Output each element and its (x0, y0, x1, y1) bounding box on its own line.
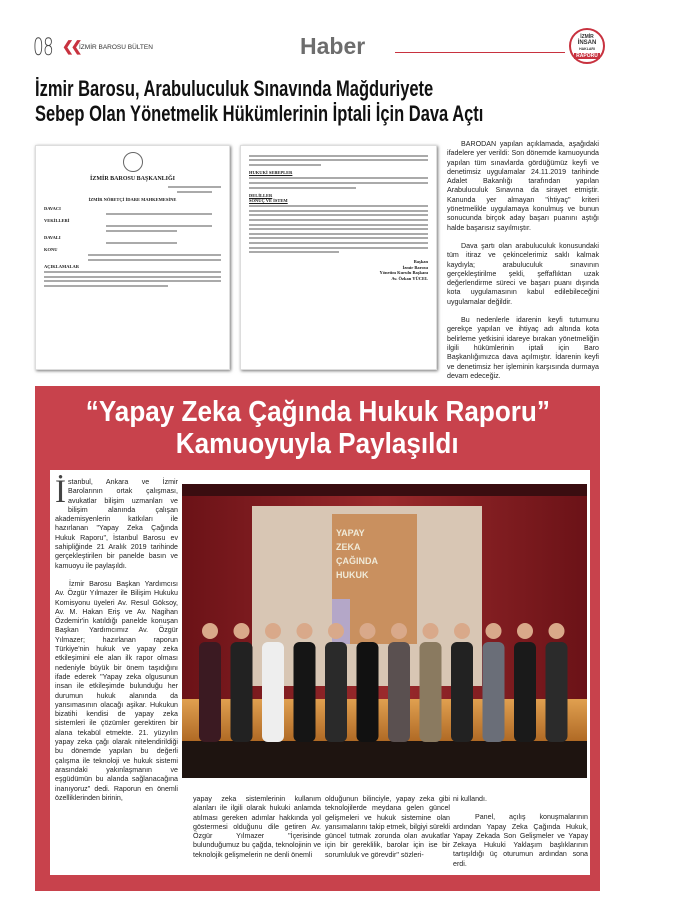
lead-paragraph: stanbul, Ankara ve İzmir Barolarının ortak çalışması, avukatlar bilişim uzmanları ve bilişim alanında çalışan akademisyenlerin katkıları ile hazırlanan "Yapay Zeka Çağında Hukuk Raporu", İstanbul Barosu ev sahipliğinde 21 Aralık 2019 tarihinde gerçekleştirilen bir panelde basın ve kamuoyu ile paylaşıldı. (55, 478, 178, 570)
person-head (234, 623, 250, 639)
paragraph: yapay zeka sistemlerinin kullanım alanları ile ilgili olarak hukuki anlamda atılması gereken adımlar hakkında yol göstermesi olduğunu dile getiren Av. Özgür Yılmazer "İçerisinde bulunduğumuz bu çağda, teknolojinin ve teknolojik gelişmelerin ne denli önemli (193, 795, 321, 859)
logo-text: HAKLARI (579, 47, 595, 51)
document-page-2: HUKUKİ SEBEPLER DELİLLER SONUÇ VE İSTEM Başkan İzmir Barosu Yönetim Kurulu Başkanı Av. Özkan YÜCEL (240, 145, 437, 370)
article-headline: Sebep Olan Yönetmelik Hükümlerinin İptali İçin Dava Açtı (35, 101, 484, 126)
panel-group-photo (182, 484, 587, 778)
report-logo (569, 28, 605, 64)
featured-title: Kamuoyuyla Paylaşıldı (176, 428, 459, 460)
person-head (391, 623, 407, 639)
document-page-1 (35, 145, 230, 370)
person-head (297, 623, 313, 639)
lawsuit-document-image (35, 143, 437, 373)
person-figure (388, 642, 410, 742)
document-labels: DAVACI VEKİLLERİ DAVALI KONU AÇIKLAMALAR (44, 206, 221, 269)
paragraph: İzmir Barosu Başkan Yardımcısı Av. Özgür Yılmazer ile Bilişim Hukuku Komisyonu üyeleri Av. Resul Göksoy, Av. M. Hakan Eriş ve Av. Nagihan Özdemir'in katıldığı panelde konuşan Başkan Yardımcımız Av. Özgür Yılmazer; hazırlanan raporun Türkiye'nin hukuk ve yapay zeka etkileşimini ele alan ilk rapor olması nedeniyle büyük bir önem taşıdığını ifade ederek "Yapay zeka olgusunun insan ile etkileşimde bulunduğu her durumun hukuk alanında da yansımasının olacağı aşikar. Hukukun bizatihi kendisi de yapay zeka sistemleri ile çözümler gerektiren bir alana tekabül etmekte. 21. yüzyılın yapay zeka çağı olarak nitelendirildiği bu dönemde yapılan bu değerli çalışma ile teknoloji ve hukuk sistemi arasındaki yakınlaşmanın ve eşgüdümün bu alanda sağlanacağına inanıyoruz" dedi. Raporun en önemli özelliklerinden birinin, (55, 579, 178, 802)
person-figure (294, 642, 316, 742)
article-body (453, 795, 588, 869)
person-figure (420, 642, 442, 742)
document-court: İZMİR NÖBETÇİ İDARE MAHKEMESİNE (88, 196, 177, 202)
person-head (265, 623, 281, 639)
screen-text: HUKUK (336, 570, 369, 580)
paragraph: ni kullandı. (453, 795, 487, 803)
screen-text: ZEKA (336, 542, 361, 552)
document-title: İZMİR BAROSU BAŞKANLIĞI (89, 176, 176, 182)
article-body (55, 474, 178, 803)
person-head (423, 623, 439, 639)
screen-text: ÇAĞINDA (336, 556, 378, 566)
logo-text: İNSAN (577, 40, 597, 46)
person-head (454, 623, 470, 639)
bar-seal-icon (123, 152, 143, 172)
person-figure (262, 642, 284, 742)
person-figure (199, 642, 221, 742)
person-figure (231, 642, 253, 742)
featured-article-box (35, 386, 600, 891)
chevron-left-icon: ❮❮ (62, 38, 80, 54)
article-body (325, 795, 450, 860)
header-divider (395, 52, 565, 53)
article-body (193, 795, 321, 860)
person-head (486, 623, 502, 639)
person-figure (514, 642, 536, 742)
publication-name: İZMİR BAROSU BÜLTEN (79, 44, 153, 51)
person-head (549, 623, 565, 639)
featured-title: “Yapay Zeka Çağında Hukuk Raporu” (85, 396, 550, 428)
person-figure (357, 642, 379, 742)
paragraph: BARODAN yapılan açıklamada, aşağıdaki ifadelere yer verildi: Son dönemde kamuoyunda yapılan tüm sınavlarda gördüğümüz keyfi ve denetimsiz uygulamalar 24.11.2019 tarihinde Adalet Bakanlığı tarafından yapılan Arabuluculuk Sınavına da sirayet etmiştir. Kanunda yer almayan "ihtiyaç" kriteri yönetmelikle uygulamaya konulmuş ve bunun sonucunda birçok aday başarı puanını aştığı halde başarısız sayılmıştır. (447, 140, 599, 232)
article-headline: İzmir Barosu, Arabuluculuk Sınavında Mağduriyete (35, 76, 434, 101)
article-body (447, 140, 599, 381)
section-title: Haber (300, 33, 366, 59)
page-number: 08 (33, 33, 53, 61)
person-figure (325, 642, 347, 742)
featured-content (50, 470, 590, 875)
person-head (328, 623, 344, 639)
document-signature: Başkan İzmir Barosu Yönetim Kurulu Başkanı Av. Özkan YÜCEL (379, 259, 428, 281)
person-head (360, 623, 376, 639)
drop-cap: İ (55, 474, 66, 510)
person-head (202, 623, 218, 639)
person-head (517, 623, 533, 639)
paragraph: Bu nedenlerle idarenin keyfi tutumunu gerekçe yapılan ve ihtiyaç adı altında kota belirleme yetkisini idareye bırakan yönetmeliğin ilgili hükümlerinin iptali için Baro Başkanlığımızca dava açılmıştır. İdarenin keyfi ve denetimsiz her işleminin karşısında durmaya devam edeceğiz. (447, 316, 599, 380)
person-figure (451, 642, 473, 742)
paragraph: Dava şartı olan arabuluculuk konusundaki tüm itiraz ve çekincelerimiz saklı kalmak kaydıyla; arabuluculuk sınavının gerçekleştirilme şekli, şeffaflıktan uzak değerlendirme süreci ve başarı puanı dışında kota uygulamasının kabul edilebileceğini uygulamalar değildir. (447, 241, 599, 306)
person-figure (546, 642, 568, 742)
screen-text: YAPAY (336, 528, 365, 538)
paragraph: Panel, açılış konuşmalarının ardından Yapay Zeka Çağında Hukuk, Yapay Zekada Son Gelişmeler ve Yapay Zekaya Hukuki Yaklaşım başlıklarının tartışıldığı üç oturumun ardından sona erdi. (453, 813, 588, 868)
paragraph: olduğunun bilinciyle, yapay zeka gibi teknolojilerde meydana gelen güncel gelişmeleri ve hukuk sistemine olan yansımalarını takip etmek, bilgiyi sürekli güncel tutmak zorunda olan avukatlar için bir gereklilik, barolar için ise bir sorumluluk ve görevdir" sözleri- (325, 795, 450, 859)
logo-text: RAPORU (574, 53, 600, 59)
logo-text: İZMİR (580, 34, 594, 40)
person-figure (483, 642, 505, 742)
